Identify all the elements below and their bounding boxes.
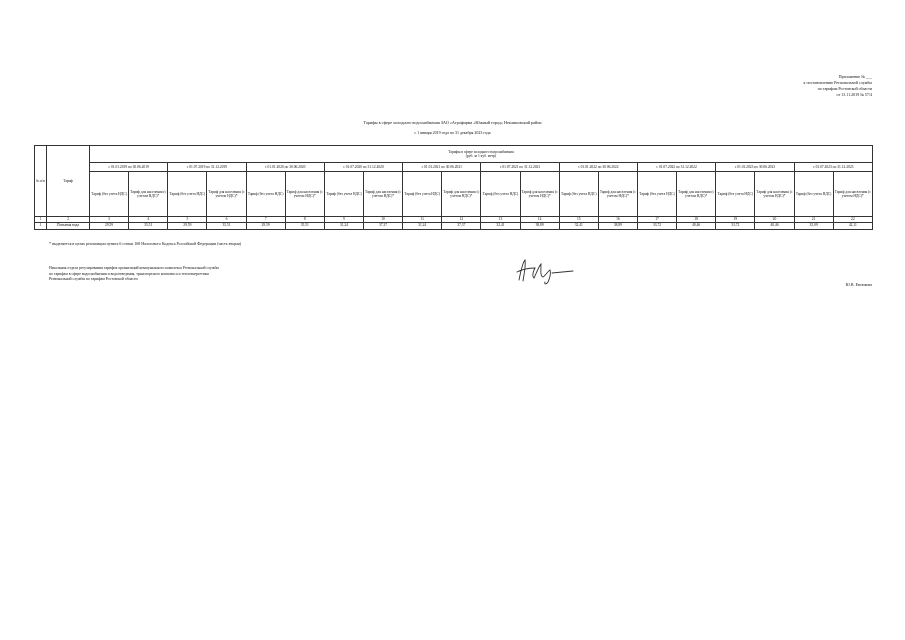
- index-cell: 18: [677, 217, 716, 223]
- period-header: с 01.01.2022 по 30.06.2022: [559, 163, 637, 172]
- position-line-3: Региональной службы по тарифам Ростовской области: [49, 277, 138, 281]
- subheader-cell: Тариф для населения (с учетом НДС)*: [833, 172, 872, 217]
- annex-line-1: Приложение № ___: [838, 74, 872, 79]
- column-header-tariff: Тариф: [47, 146, 90, 217]
- subheader-cell: Тариф для населения (с учетом НДС)*: [363, 172, 402, 217]
- column-header-number: № п/п: [35, 146, 47, 217]
- subheader-cell: Тариф для населения (с учетом НДС)*: [285, 172, 324, 217]
- value-cell: 42,11: [833, 222, 872, 229]
- subheader-cell: Тариф (без учета НДС): [90, 172, 129, 217]
- value-cell: 29,59: [246, 222, 285, 229]
- period-header: с 01.07.2022 по 31.12.2022: [637, 163, 715, 172]
- signatory-name: Ю.В. Евсюкова: [845, 282, 872, 287]
- value-cell: 35,51: [207, 222, 246, 229]
- main-header-title: Тарифы в сфере холодного водоснабжения: [448, 149, 514, 154]
- index-cell: 15: [559, 217, 598, 223]
- subheader-row: [35, 172, 873, 217]
- value-cell: 40,46: [677, 222, 716, 229]
- value-cell: 32,41: [559, 222, 598, 229]
- index-cell: 4: [129, 217, 168, 223]
- value-cell: 38,89: [598, 222, 637, 229]
- value-cell: 35,09: [794, 222, 833, 229]
- main-header: [90, 146, 873, 163]
- period-header: с 01.01.2023 по 30.06.2023: [716, 163, 794, 172]
- index-cell: 17: [637, 217, 676, 223]
- annex-line-3: по тарифам Ростовской области: [817, 86, 872, 91]
- subheader-cell: Тариф для населения (с учетом НДС)*: [755, 172, 794, 217]
- index-cell: 8: [285, 217, 324, 223]
- index-cell: 14: [520, 217, 559, 223]
- index-cell: 21: [794, 217, 833, 223]
- subheader-cell: Тариф (без учета НДС): [481, 172, 520, 217]
- period-header: с 01.07.2020 по 31.12.2020: [324, 163, 402, 172]
- value-cell: 35,51: [129, 222, 168, 229]
- value-cell: 35,51: [285, 222, 324, 229]
- index-cell: 19: [716, 217, 755, 223]
- value-cell: 29,59: [168, 222, 207, 229]
- index-cell: 9: [324, 217, 363, 223]
- document-subtitle: с 1 января 2019 года по 31 декабря 2023 года: [414, 130, 491, 135]
- table-row: [35, 222, 873, 229]
- subheader-cell: Тариф для населения (с учетом НДС)*: [129, 172, 168, 217]
- index-cell: 13: [481, 217, 520, 223]
- table-header-row: [35, 146, 873, 163]
- index-cell: 10: [363, 217, 402, 223]
- row-number: 1: [35, 222, 47, 229]
- value-cell: 33,72: [716, 222, 755, 229]
- value-cell: 37,37: [442, 222, 481, 229]
- value-cell: 32,41: [481, 222, 520, 229]
- annex-block: [732, 74, 872, 98]
- subheader-cell: Тариф для населения (с учетом НДС)*: [520, 172, 559, 217]
- period-header: с 01.01.2020 по 30.06.2020: [246, 163, 324, 172]
- subheader-cell: Тариф (без учета НДС): [637, 172, 676, 217]
- index-cell: 2: [47, 217, 90, 223]
- subheader-cell: Тариф (без учета НДС): [246, 172, 285, 217]
- index-cell: 12: [442, 217, 481, 223]
- subheader-cell: Тариф (без учета НДС): [559, 172, 598, 217]
- period-header: с 01.01.2021 по 30.06.2021: [403, 163, 481, 172]
- subheader-cell: Тариф (без учета НДС): [794, 172, 833, 217]
- period-header: с 01.07.2023 по 31.12.2023: [794, 163, 872, 172]
- subheader-cell: Тариф для населения (с учетом НДС)*: [442, 172, 481, 217]
- value-cell: 29,59: [90, 222, 129, 229]
- index-cell: 5: [168, 217, 207, 223]
- subheader-cell: Тариф (без учета НДС): [403, 172, 442, 217]
- document-title: Тарифы в сфере холодного водоснабжения ЗАО «Агрофирма «Южный город» Неклиновский район: [363, 120, 542, 125]
- subheader-cell: Тариф для населения (с учетом НДС)*: [677, 172, 716, 217]
- subheader-cell: Тариф для населения (с учетом НДС)*: [207, 172, 246, 217]
- period-header: с 01.07.2021 по 31.12.2021: [481, 163, 559, 172]
- index-cell: 7: [246, 217, 285, 223]
- subheader-cell: Тариф (без учета НДС): [716, 172, 755, 217]
- value-cell: 40,46: [755, 222, 794, 229]
- signature-position: [49, 266, 269, 283]
- main-header-unit: (руб. за 1 куб. метр): [465, 154, 497, 158]
- position-line-1: Начальник отдела регулирования тарифов организаций коммунального комплекса Региональной службы: [49, 266, 219, 270]
- value-cell: 38,89: [520, 222, 559, 229]
- period-header: с 01.01.2019 по 30.06.2019: [90, 163, 168, 172]
- index-cell: 6: [207, 217, 246, 223]
- row-name: Питьевая вода: [47, 222, 90, 229]
- annex-line-2: к постановлению Региональной службы: [803, 80, 872, 85]
- value-cell: 37,37: [363, 222, 402, 229]
- index-cell: 22: [833, 217, 872, 223]
- index-cell: 16: [598, 217, 637, 223]
- subheader-cell: Тариф (без учета НДС): [324, 172, 363, 217]
- value-cell: 31,24: [324, 222, 363, 229]
- position-line-2: по тарифам в сфере водоснабжения и водоотведения, транспортного комплекса и теплоэнергетики: [49, 271, 209, 276]
- period-header: с 01.07.2019 по 31.12.2019: [168, 163, 246, 172]
- value-cell: 31,24: [403, 222, 442, 229]
- tariff-table: [34, 145, 873, 230]
- footnote: * выделяется в целях реализации пункта 6 статьи 168 Налогового Кодекса Российской Федерации (часть вторая): [49, 241, 242, 246]
- index-cell: 11: [403, 217, 442, 223]
- index-cell: 20: [755, 217, 794, 223]
- index-cell: 3: [90, 217, 129, 223]
- annex-line-4: от 13.11.2019 № 57/4: [836, 92, 872, 97]
- period-header-row: [35, 163, 873, 172]
- index-cell: 1: [35, 217, 47, 223]
- subheader-cell: Тариф (без учета НДС): [168, 172, 207, 217]
- value-cell: 33,72: [637, 222, 676, 229]
- handwritten-signature: [513, 256, 593, 286]
- subheader-cell: Тариф для населения (с учетом НДС)*: [598, 172, 637, 217]
